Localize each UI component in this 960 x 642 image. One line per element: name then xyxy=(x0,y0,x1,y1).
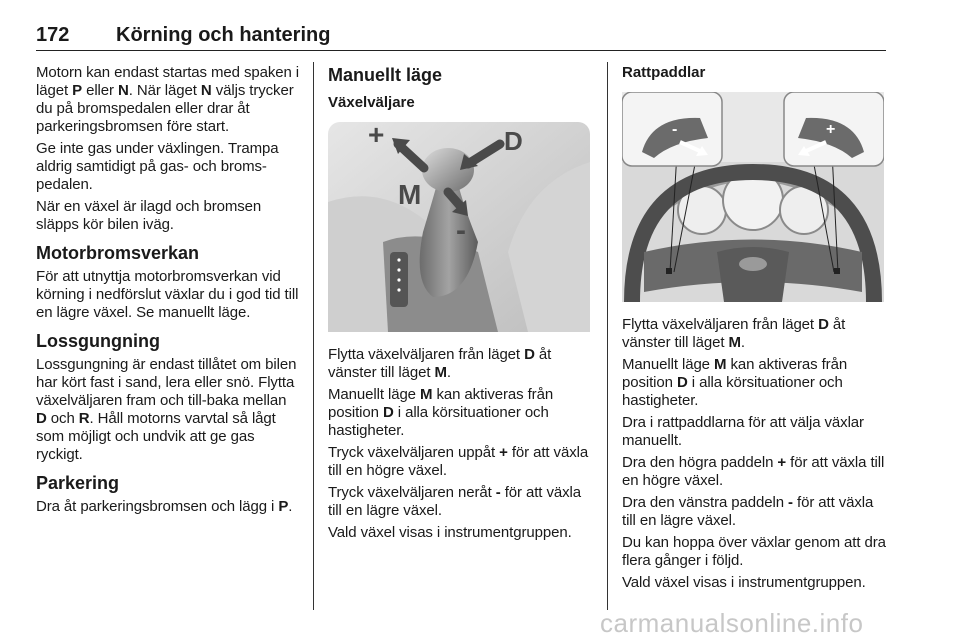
column-1 xyxy=(36,64,300,520)
paragraph-move-to-m: Flytta växelväljaren från läget D åt vänster till läget M. xyxy=(328,346,552,381)
paragraph-shift-up: Tryck växelväljaren uppåt + för att växla till en högre växel. xyxy=(328,444,589,479)
paragraph-manual-mode: Manuellt läge M kan aktiveras från position D i alla körsituationer och hastigheter. xyxy=(328,386,554,439)
page-number: 172 xyxy=(36,24,70,46)
heading-motorbromsverkan: Motorbromsverkan xyxy=(36,243,200,263)
label-plus: + xyxy=(368,122,385,150)
gear-selector-svg xyxy=(328,122,590,332)
paragraph-no-gas: Ge inte gas under växlingen. Trampa aldrig samtidigt på gas- och broms-pedalen. xyxy=(36,140,279,193)
paragraph-start-conditions: Motorn kan endast startas med spaken i läget P eller N. När läget N väljs trycker du på bromspedalen eller drar åt parkeringsbromsen före start. xyxy=(36,64,300,135)
paragraph-right-paddle: Dra den högra paddeln + för att växla till en högre växel. xyxy=(622,454,885,489)
column-3 xyxy=(622,64,886,596)
paragraph-skip-gears: Du kan hoppa över växlar genom att dra flera gånger i följd. xyxy=(622,534,886,569)
paragraph-brake-release: När en växel är ilagd och bromsen släpps kör bilen iväg. xyxy=(36,198,262,233)
paragraph-gear-display: Vald växel visas i instrumentgruppen. xyxy=(328,524,572,541)
steering-hub xyxy=(717,247,789,302)
paragraph-left-paddle: Dra den vänstra paddeln - för att växla till en lägre växel. xyxy=(622,494,874,529)
paragraph-engine-braking: För att utnyttja motorbromsverkan vid körning i nedförslut växlar du i god tid till en lägre växel. Se manuellt läge. xyxy=(36,268,299,321)
paragraph-gear-display: Vald växel visas i instrumentgruppen. xyxy=(622,574,866,591)
column-divider-2 xyxy=(607,62,608,610)
heading-lossgungning: Lossgungning xyxy=(36,331,160,351)
column-divider-1 xyxy=(313,62,314,610)
label-minus: - xyxy=(456,214,466,247)
paragraph-rocking: Lossgungning är endast tillåtet om bilen har kört fast i sand, lera eller snö. Flytta växelväljaren fram och till-baka mellan D och R. Håll motorns varvtal så lågt som möjligt och undvik att ge gas ryckigt. xyxy=(36,356,297,463)
right-paddle-label: + xyxy=(826,121,836,138)
paragraph-paddles: Dra i rattpaddlarna för att välja växlar manuellt. xyxy=(622,414,864,449)
paddle-shifter-svg xyxy=(622,92,884,302)
label-d: D xyxy=(504,126,523,156)
left-paddle-label: - xyxy=(672,121,678,138)
label-m: M xyxy=(398,179,422,210)
paragraph-shift-down: Tryck växelväljaren neråt - för att växla till en lägre växel. xyxy=(328,484,581,519)
gear-selector-illustration xyxy=(328,122,590,332)
section-title: Körning och hantering xyxy=(116,24,331,46)
logo-badge xyxy=(739,257,767,271)
watermark: carmanualsonline.info xyxy=(600,608,864,638)
heading-manuellt-lage: Manuellt läge xyxy=(328,65,443,85)
heading-parkering: Parkering xyxy=(36,473,120,493)
heading-vaxelvaljare: Växelväljare xyxy=(328,94,415,111)
shift-knob xyxy=(422,148,474,192)
paragraph-manual-mode: Manuellt läge M kan aktiveras från position D i alla körsituationer och hastigheter. xyxy=(622,356,848,409)
heading-rattpaddlar: Rattpaddlar xyxy=(622,64,706,81)
paddle-shifter-illustration xyxy=(622,92,884,302)
paragraph-parking: Dra åt parkeringsbromsen och lägg i P. xyxy=(36,498,293,515)
column-2 xyxy=(328,64,592,546)
header-rule xyxy=(36,50,886,51)
page-header xyxy=(36,10,886,50)
paragraph-move-to-m: Flytta växelväljaren från läget D åt vänster till läget M. xyxy=(622,316,846,351)
